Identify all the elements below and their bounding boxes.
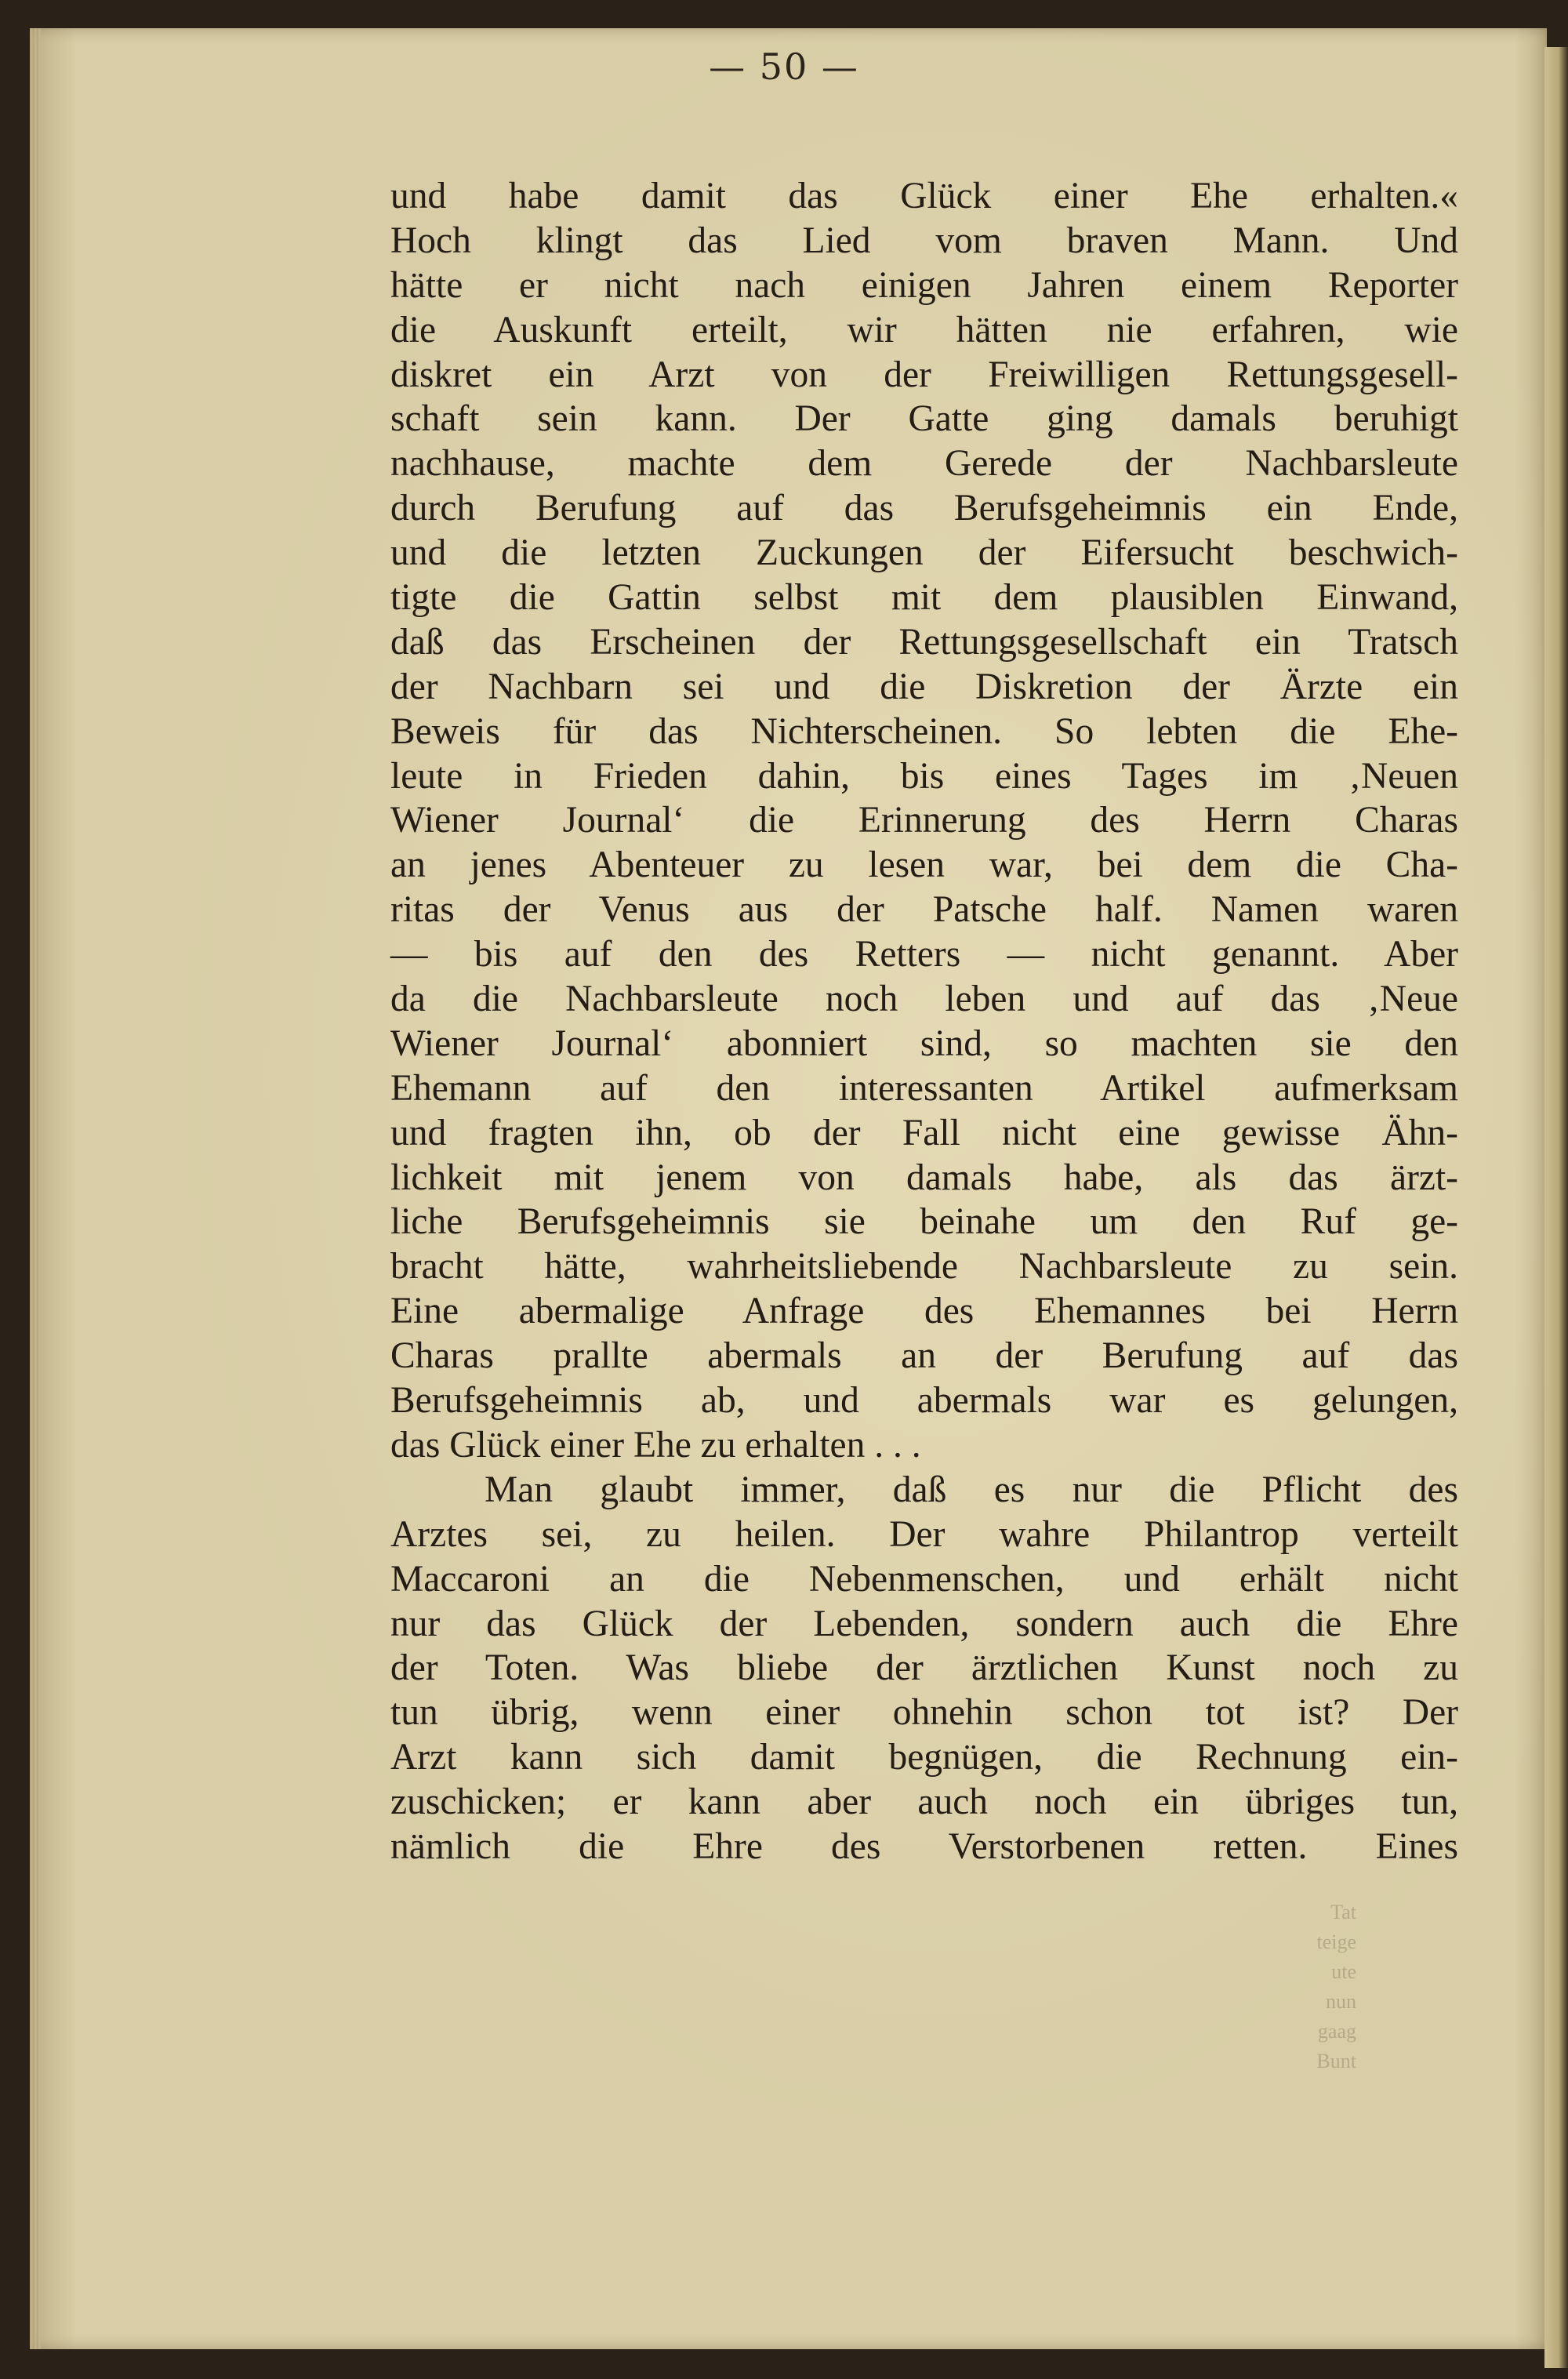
text-line: Beweis für das Nichterscheinen. So lebten die Ehe- xyxy=(390,710,1458,752)
text-line: Ehemann auf den interessanten Artikel aufmerksam xyxy=(390,1067,1458,1109)
body-text xyxy=(390,174,1458,1869)
binding-edge xyxy=(30,28,41,2349)
text-line: und die letzten Zuckungen der Eifersucht beschwich- xyxy=(390,532,1458,574)
fore-edge xyxy=(1544,47,1568,2368)
paragraph-1 xyxy=(390,174,1458,1468)
bleed-line: Tat xyxy=(1330,1901,1356,1923)
text-line: Arzt kann sich damit begnügen, die Rechnung ein- xyxy=(390,1737,1458,1778)
text-line: schaft sein kann. Der Gatte ging damals beruhigt xyxy=(390,398,1458,440)
text-line: Eine abermalige Anfrage des Ehemannes bei Herrn xyxy=(390,1291,1458,1332)
text-line: ritas der Venus aus der Patsche half. Namen waren xyxy=(390,889,1458,931)
paragraph-2 xyxy=(390,1468,1458,1869)
text-line: Maccaroni an die Nebenmenschen, und erhält nicht xyxy=(390,1558,1458,1600)
text-line: leute in Frieden dahin, bis eines Tages im ‚Neuen xyxy=(390,755,1458,797)
bleed-line: ute xyxy=(1331,1960,1356,1983)
text-line: Charas prallte abermals an der Berufung auf das xyxy=(390,1335,1458,1377)
text-line: und habe damit das Glück einer Ehe erhalten.« xyxy=(390,176,1458,216)
text-line: Wiener Journal‘ abonniert sind, so machten sie den xyxy=(390,1022,1458,1064)
page-number: — 50 — xyxy=(709,45,859,88)
text-line: hätte er nicht nach einigen Jahren einem Reporter xyxy=(390,264,1458,306)
bleed-line: gaag xyxy=(1317,2020,1356,2043)
bleed-through-text xyxy=(1254,1898,1356,2076)
text-line: nämlich die Ehre des Verstorbenen retten. Eines xyxy=(390,1825,1458,1867)
text-line: — bis auf den des Retters — nicht genannt. Aber xyxy=(390,934,1458,975)
text-line: Arztes sei, zu heilen. Der wahre Philantrop verteilt xyxy=(390,1513,1458,1555)
text-line: die Auskunft erteilt, wir hätten nie erfahren, wie xyxy=(390,309,1458,350)
text-line: diskret ein Arzt von der Freiwilligen Rettungsgesell- xyxy=(390,354,1458,395)
text-line: Hoch klingt das Lied vom braven Mann. Und xyxy=(390,220,1458,261)
text-line: lichkeit mit jenem von damals habe, als das ärzt- xyxy=(390,1157,1458,1198)
text-line: tun übrig, wenn einer ohnehin schon tot ist? Der xyxy=(390,1692,1458,1734)
text-line: daß das Erscheinen der Rettungsgesellschaft ein Tratsch xyxy=(390,621,1458,663)
text-line: der Toten. Was bliebe der ärztlichen Kunst noch zu xyxy=(390,1647,1458,1689)
text-line: bracht hätte, wahrheitsliebende Nachbarsleute zu sein. xyxy=(390,1246,1458,1288)
text-line: Man glaubt immer, daß es nur die Pflicht des xyxy=(485,1469,1458,1510)
bleed-line: Bunt xyxy=(1316,2050,1356,2072)
text-line: zuschicken; er kann aber auch noch ein übriges tun, xyxy=(390,1782,1458,1823)
text-line: nur das Glück der Lebenden, sondern auch die Ehre xyxy=(390,1603,1458,1644)
text-line: nachhause, machte dem Gerede der Nachbarsleute xyxy=(390,443,1458,485)
text-line: an jenes Abenteuer zu lesen war, bei dem die Cha- xyxy=(390,844,1458,886)
text-line: durch Berufung auf das Berufsgeheimnis ein Ende, xyxy=(390,488,1458,529)
text-line: da die Nachbarsleute noch leben und auf das ‚Neue xyxy=(390,979,1458,1020)
bleed-line: teige xyxy=(1316,1930,1356,1953)
text-line: Berufsgeheimnis ab, und abermals war es gelungen, xyxy=(390,1380,1458,1422)
text-line: das Glück einer Ehe zu erhalten . . . xyxy=(390,1424,921,1466)
text-line: tigte die Gattin selbst mit dem plausiblen Einwand, xyxy=(390,577,1458,619)
text-line: der Nachbarn sei und die Diskretion der Ärzte ein xyxy=(390,666,1458,707)
text-line: und fragten ihn, ob der Fall nicht eine gewisse Ähn- xyxy=(390,1112,1458,1153)
text-line: liche Berufsgeheimnis sie beinahe um den Ruf ge- xyxy=(390,1201,1458,1243)
bleed-line: nun xyxy=(1326,1990,1356,2013)
text-line: Wiener Journal‘ die Erinnerung des Herrn Charas xyxy=(390,800,1458,841)
